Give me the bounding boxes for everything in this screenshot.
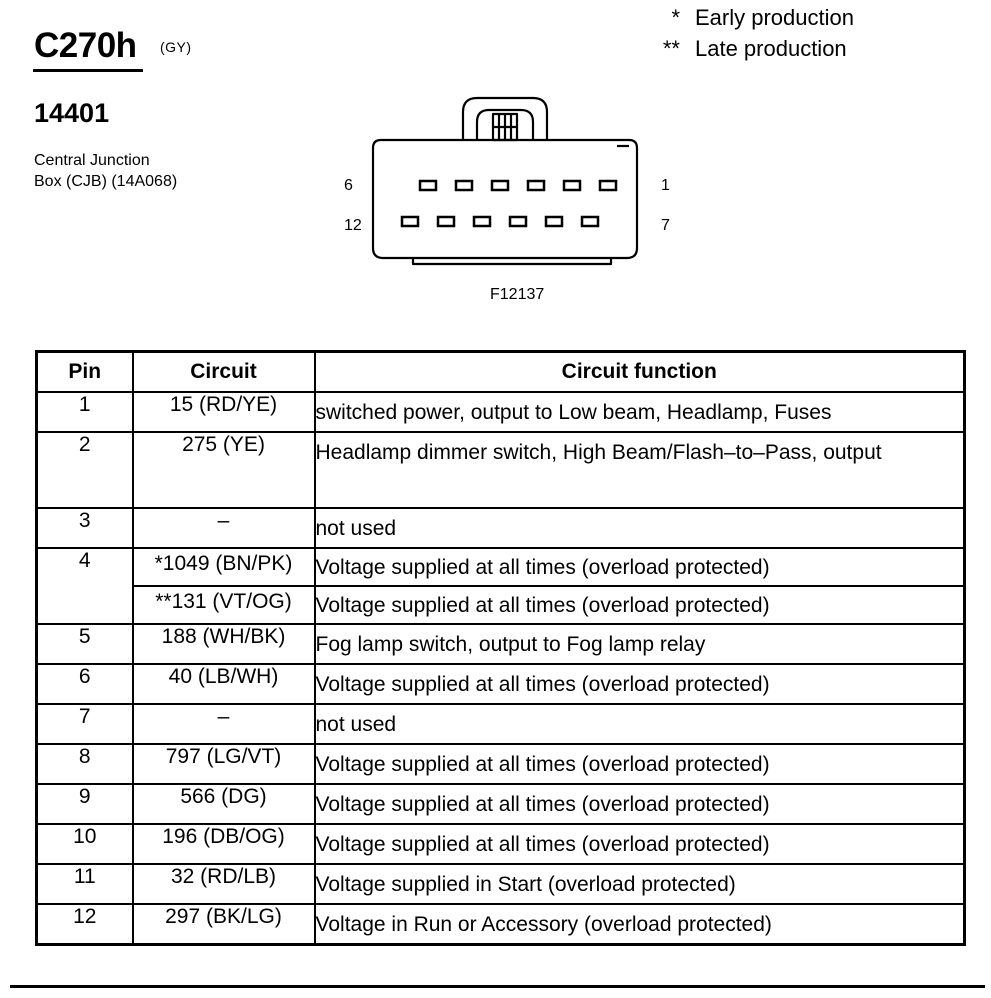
pin-cell: 11 [37, 864, 133, 904]
circuit-cell: – [133, 508, 315, 548]
function-cell: Voltage supplied at all times (overload protected) [315, 784, 965, 824]
pin-cell: 4 [37, 548, 133, 624]
function-cell: Voltage in Run or Accessory (overload protected) [315, 904, 965, 945]
circuit-cell: 196 (DB/OG) [133, 824, 315, 864]
function-cell: Fog lamp switch, output to Fog lamp relay [315, 624, 965, 664]
legend-mark: ** [662, 36, 680, 61]
cavity-pin-8 [546, 217, 562, 226]
pin-label-7: 7 [661, 217, 670, 234]
pin-cell: 7 [37, 704, 133, 744]
pin-cell: 10 [37, 824, 133, 864]
table-row [37, 664, 965, 704]
table-header-row [37, 352, 965, 393]
header-circuit: Circuit [133, 352, 315, 393]
function-cell: switched power, output to Low beam, Headlamp, Fuses [315, 392, 965, 432]
table-row [37, 508, 965, 548]
cavity-pin-12 [402, 217, 418, 226]
cavity-pin-4 [492, 181, 508, 190]
circuit-cell: 297 (BK/LG) [133, 904, 315, 945]
function-cell: not used [315, 508, 965, 548]
cavity-pin-11 [438, 217, 454, 226]
function-cell: Voltage supplied at all times (overload protected) [315, 586, 965, 624]
bottom-rule [10, 985, 985, 988]
circuit-cell: – [133, 704, 315, 744]
cavity-pin-3 [528, 181, 544, 190]
pin-cell: 6 [37, 664, 133, 704]
pin-cell: 9 [37, 784, 133, 824]
table-row [37, 784, 965, 824]
legend-mark: * [671, 5, 680, 30]
table-row [37, 904, 965, 945]
circuit-cell: 566 (DG) [133, 784, 315, 824]
pin-cell: 3 [37, 508, 133, 548]
table-row [37, 432, 965, 508]
circuit-cell: 40 (LB/WH) [133, 664, 315, 704]
cavity-pin-10 [474, 217, 490, 226]
cavity-pin-5 [456, 181, 472, 190]
connector-body [373, 140, 637, 258]
table-row [37, 744, 965, 784]
table-row [37, 392, 965, 432]
pin-cell: 1 [37, 392, 133, 432]
table-row [37, 704, 965, 744]
circuit-cell: **131 (VT/OG) [133, 586, 315, 624]
cavity-pin-2 [564, 181, 580, 190]
pin-cell: 8 [37, 744, 133, 784]
circuit-cell: *1049 (BN/PK) [133, 548, 315, 586]
table-row [37, 864, 965, 904]
function-cell: Voltage supplied at all times (overload protected) [315, 824, 965, 864]
connector-title: C270h [34, 26, 137, 65]
component-description: Central Junction Box (CJB) (14A068) [34, 152, 178, 190]
connector-color-code: (GY) [160, 39, 192, 55]
figure-id: F12137 [490, 286, 545, 303]
function-cell: not used [315, 704, 965, 744]
pin-label-12: 12 [344, 217, 362, 234]
function-cell: Voltage supplied in Start (overload protected) [315, 864, 965, 904]
circuit-cell: 32 (RD/LB) [133, 864, 315, 904]
circuit-cell: 797 (LG/VT) [133, 744, 315, 784]
legend-text: Early production [695, 5, 854, 30]
cavity-pin-1 [600, 181, 616, 190]
title-underline [33, 69, 143, 72]
function-cell: Voltage supplied at all times (overload protected) [315, 548, 965, 586]
function-cell: Voltage supplied at all times (overload protected) [315, 744, 965, 784]
pin-cell: 2 [37, 432, 133, 508]
table-row [37, 624, 965, 664]
function-cell: Voltage supplied at all times (overload protected) [315, 664, 965, 704]
legend-text: Late production [695, 36, 847, 61]
circuit-cell: 188 (WH/BK) [133, 624, 315, 664]
cavity-pin-9 [510, 217, 526, 226]
table-row [37, 548, 965, 586]
header-pin: Pin [37, 352, 133, 393]
part-number: 14401 [34, 98, 110, 128]
table-row [37, 586, 965, 624]
circuit-cell: 15 (RD/YE) [133, 392, 315, 432]
header-function: Circuit function [315, 352, 965, 393]
cavity-pin-7 [582, 217, 598, 226]
pin-label-1: 1 [661, 177, 670, 194]
pin-cell: 5 [37, 624, 133, 664]
cavity-pin-6 [420, 181, 436, 190]
connector-face-diagram [335, 92, 655, 272]
circuit-cell: 275 (YE) [133, 432, 315, 508]
pin-cell: 12 [37, 904, 133, 945]
table-row [37, 824, 965, 864]
pin-label-6: 6 [344, 177, 353, 194]
function-cell: Headlamp dimmer switch, High Beam/Flash–to–Pass, output [315, 432, 965, 508]
pinout-table [35, 350, 966, 946]
